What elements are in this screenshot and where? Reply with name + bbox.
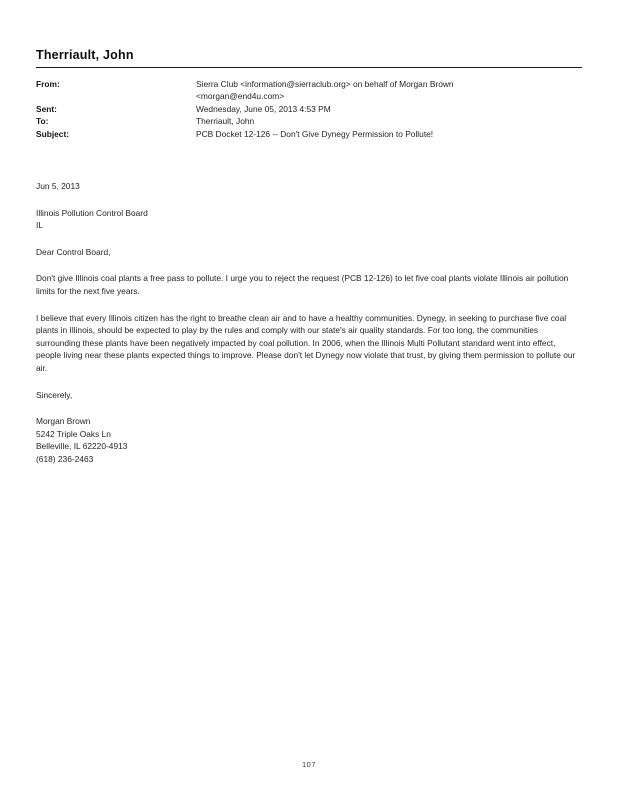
page-number: 107 [301, 760, 316, 769]
letter-paragraph-2: I believe that every Illinois citizen has the right to breathe clean air and to have a healthy communities. Dynegy, in seeking to purchase five coal plants in Illinois, should be expected to play by the rules and comply with our state's air quality standards. For too long, the communities surrounding these plants have been negatively impacted by coal pollution. In 2006, when the Illinois Multi Pollutant standard went into effect, people living near these plants expected things to improve. Please don't let Dynegy now violate that trust, by giving them permission to pollute our air. [36, 312, 576, 373]
document-content [36, 48, 582, 466]
signature-address-1: 5242 Triple Oaks Ln [36, 428, 111, 439]
header-value-to: Therriault, John [196, 116, 255, 127]
header-label-sent: Sent: [36, 103, 57, 114]
email-header-block [36, 78, 582, 140]
letter-signature [36, 415, 582, 465]
recipient-organization: Illinois Pollution Control Board [36, 207, 148, 218]
letter-paragraph-1: Don't give Illinois coal plants a free pass to pollute. I urge you to reject the request (PCB 12-126) to let five coal plants violate Illinois air pollution limits for the next five years. [36, 273, 569, 296]
letter-closing: Sincerely, [36, 389, 73, 400]
letter-recipient [36, 207, 582, 232]
header-label-to: To: [36, 116, 49, 127]
signature-phone: (618) 236-2463 [36, 453, 94, 464]
letter-body [36, 180, 582, 466]
header-value-subject: PCB Docket 12-126 -- Don't Give Dynegy Permission to Pollute! [196, 128, 434, 139]
header-value-sent: Wednesday, June 05, 2013 4:53 PM [196, 103, 331, 114]
signature-address-2: Belleville, IL 62220-4913 [36, 441, 128, 452]
title-divider [36, 67, 582, 68]
header-value-from-line1: Sierra Club <information@sierraclub.org> on behalf of Morgan Brown [196, 79, 454, 89]
header-label-from: From: [36, 79, 60, 89]
header-value-from-line2: <morgan@end4u.com> [196, 91, 285, 102]
signature-name: Morgan Brown [36, 416, 91, 427]
header-row-from [36, 78, 582, 103]
page-title: Therriault, John [36, 48, 134, 62]
letter-date: Jun 5, 2013 [36, 181, 80, 192]
header-row-to [36, 115, 582, 127]
header-label-subject: Subject: [36, 128, 70, 139]
header-row-subject [36, 128, 582, 140]
letter-salutation: Dear Control Board, [36, 246, 111, 257]
header-row-sent [36, 103, 582, 115]
recipient-state: IL [36, 220, 43, 231]
header-value-from [196, 78, 582, 103]
